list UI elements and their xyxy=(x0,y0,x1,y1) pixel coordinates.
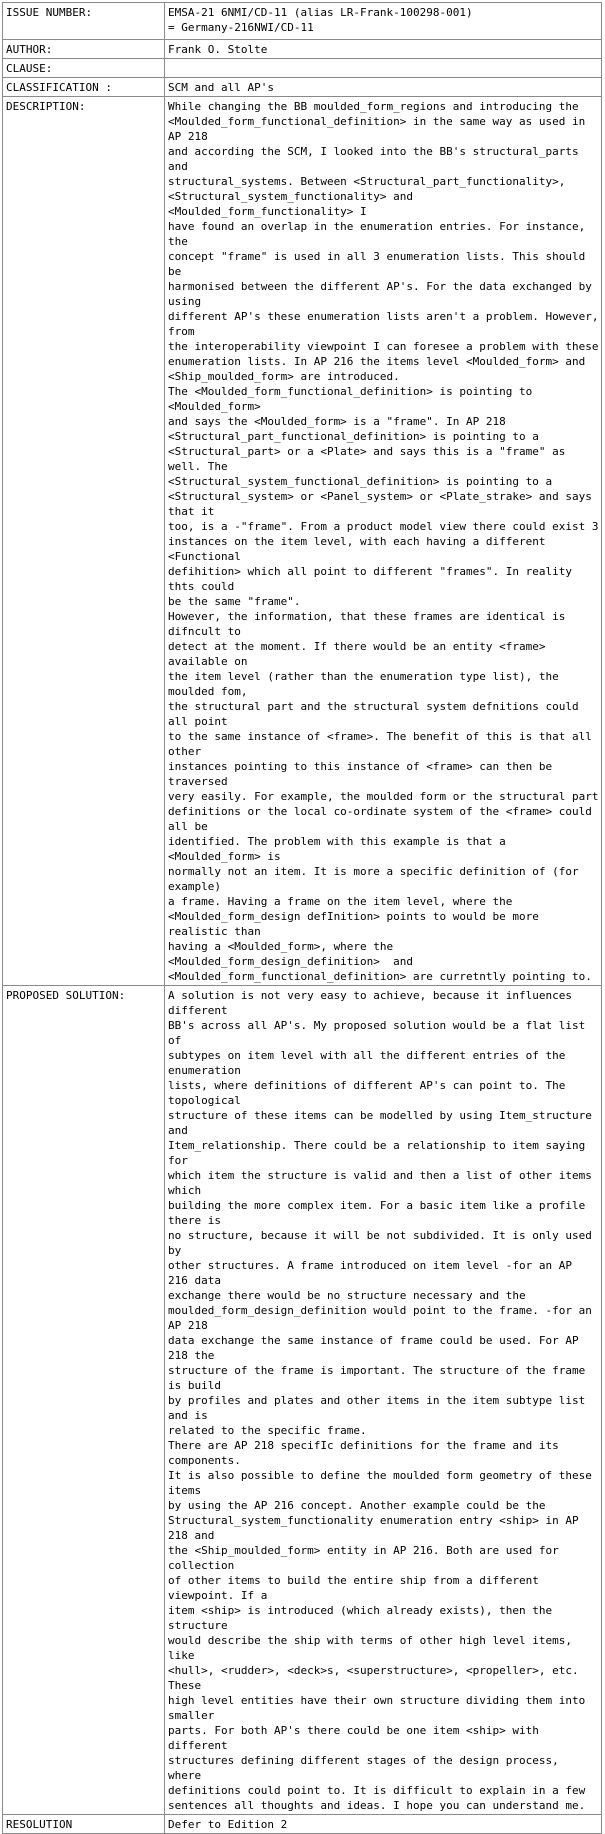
clause-value xyxy=(165,59,602,78)
classification-value: SCM and all AP's xyxy=(165,78,602,97)
description-paragraph: The <Moulded_form_functional_definition> is pointing to <Moulded_form> and says the <Moulded_form> is a "frame". In AP 218 <Structural_part_functional_definition> is pointing to a <Structural_part> or a <Plate> and says this is a "frame" as well. The <Structural_system_functional_definition> is pointing to a <Structural_system> or <Panel_system> or <Plate_strake> and says that it too, is a -"frame". From a product model view there could exist 3 instances on the item level, with each having a different <Functional defihition> which all point to different "frames". In reality thts could be the same "frame". xyxy=(168,385,599,608)
proposed-solution-paragraph: There are AP 218 specifIc definitions for the frame and its components. It is also possible to define the moulded form geometry of these items by using the AP 216 concept. Another example could be the Structural_system_functionality enumeration entry <ship> in AP 218 and the <Ship_moulded_form> entity in AP 216. Both are used for collection of other items to build the entire ship from a different viewpoint. If a item <ship> is introduced (which already exists), then the structure would describe the ship with terms of other high level items, like <hull>, <rudder>, <deck>s, <superstructure>, <propeller>, etc. These high level entities have their own structure dividing them into smaller parts. For both AP's there could be one item <ship> with different structures defining different stages of the design process, where definitions could point to. It is difficult to explain in a few sentences all thoughts and ideas. I hope you can understand me. xyxy=(168,1439,592,1812)
issue-number-value: EMSA-21 6NMI/CD-11 (alias LR-Frank-100298-001) = Germany-216NWI/CD-11 xyxy=(165,3,602,40)
clause-row xyxy=(3,59,602,78)
proposed-solution-paragraph: A solution is not very easy to achieve, because it influences different BB's across all AP's. My proposed solution would be a flat list of subtypes on item level with all the different entries of the enumeration lists, where definitions of different AP's can point to. The topological structure of these items can be modelled by using Item_structure and Item_relationship. There could be a relationship to item saying for which item the structure is valid and then a list of other items which building the more complex item. For a basic item like a profile there is no structure, because it will be not subdivided. It is only used by other structures. A frame introduced on item level -for an AP 216 data exchange there would be no structure necessary and the moulded_form_design_definition would point to the frame. -for an AP 218 data exchange the same instance of frame could be used. For AP 218 the structure of the frame is important. The structure of the frame is build by profiles and plates and other items in the item subtype list and is related to the specific frame. xyxy=(168,989,592,1437)
description-label: DESCRIPTION: xyxy=(3,97,165,986)
classification-label: CLASSIFICATION : xyxy=(3,78,165,97)
issue-number-label: ISSUE NUMBER: xyxy=(3,3,165,40)
proposed-solution-row xyxy=(3,986,602,1815)
classification-row xyxy=(3,78,602,97)
description-paragraph: However, the information, that these frames are identical is difncult to detect at the moment. If there would be an entity <frame> available on the item level (rather than the enumeration type list), the moulded fom, the structural part and the structural system defnitions could all point to the same instance of <frame>. The benefit of this is that all other instances pointing to this instance of <frame> can then be traversed very easily. For example, the moulded form or the structural part definitions or the local co-ordinate system of the <frame> could all be identified. The problem with this example is that a <Moulded_form> is normally not an item. It is more a specific definition of (for example) a frame. Having a frame on the item level, where the <Moulded_form_design defInition> points to would be more realistic than having a <Moulded_form>, where the <Moulded_form_design_definition> and <Moulded_form_functional_definition> are curretntly pointing to. xyxy=(168,610,599,983)
resolution-value: Defer to Edition 2 xyxy=(165,1815,602,1834)
description-row xyxy=(3,97,602,986)
proposed-solution-label: PROPOSED SOLUTION: xyxy=(3,986,165,1815)
resolution-row xyxy=(3,1815,602,1834)
resolution-label: RESOLUTION xyxy=(3,1815,165,1834)
issue-form-table xyxy=(2,2,602,1834)
author-value: Frank O. Stolte xyxy=(165,40,602,59)
issue-number-row xyxy=(3,3,602,40)
description-paragraph: While changing the BB moulded_form_regions and introducing the <Moulded_form_functional_definition> in the same way as used in AP 218 and according the SCM, I looked into the BB's structural_parts and structural_systems. Between <Structural_part_functionality>, <Structural_system_functionality> and <Moulded_form_functionality> I have found an overlap in the enumeration entries. For instance, the concept "frame" is used in all 3 enumeration lists. This should be harmonised between the different AP's. For the data exchanged by using different AP's these enumeration lists aren't a problem. However, from the interoperability viewpoint I can foresee a problem with these enumeration lists. In AP 216 the items level <Moulded_form> and <Ship_moulded_form> are introduced. xyxy=(168,100,599,383)
author-row xyxy=(3,40,602,59)
proposed-solution-value xyxy=(165,986,602,1815)
description-value xyxy=(165,97,602,986)
author-label: AUTHOR: xyxy=(3,40,165,59)
clause-label: CLAUSE: xyxy=(3,59,165,78)
